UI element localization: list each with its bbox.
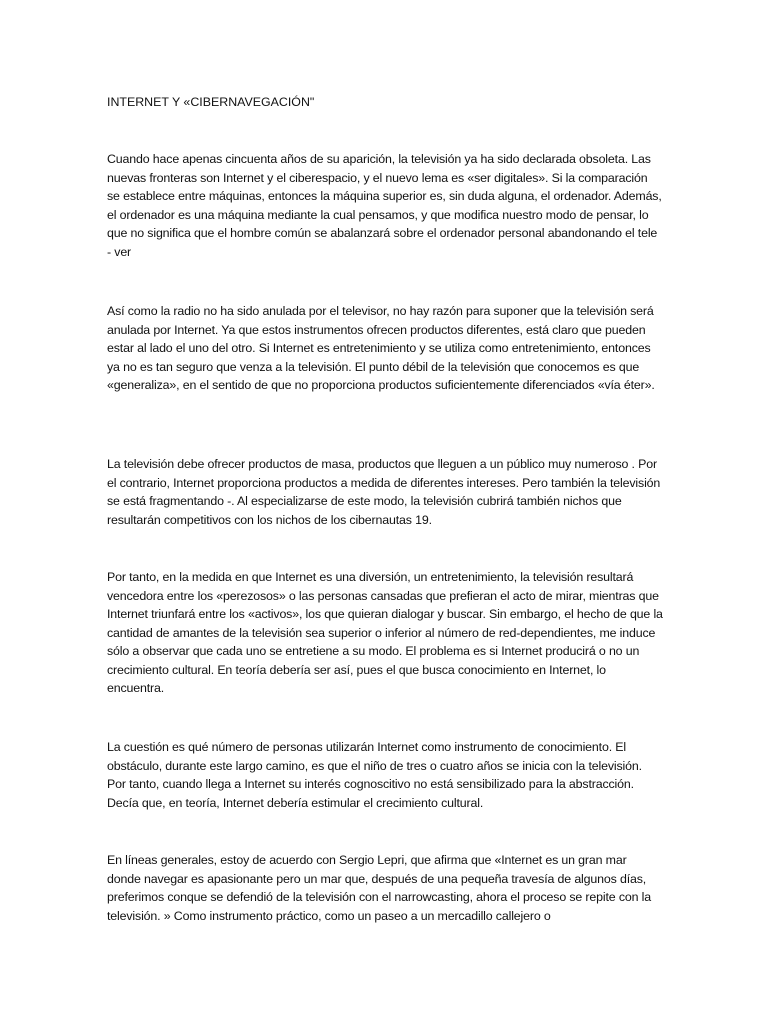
paragraph-4: Por tanto, en la medida en que Internet es una diversión, un entretenimiento, la televisión resultará vencedora entre los «perezosos» o las personas cansadas que prefieran el acto de mirar, mientras que Internet triunfará entre los «activos», los que quieran dialogar y buscar. Sin embargo, el hecho de que la cantidad de amantes de la televisión sea superior o inferior al número de red-dependientes, me induce sólo a observar que cada uno se entretiene a su modo. El problema es si Internet producirá o no un crecimiento cultural. En teoría debería ser así, pues el que busca conocimiento en Internet, lo encuentra. (107, 570, 663, 695)
paragraph-5: La cuestión es qué número de personas utilizarán Internet como instrumento de conocimiento. El obstáculo, durante este largo camino, es que el niño de tres o cuatro años se inicia con la televisión. Por tanto, cuando llega a Internet su interés cognoscitivo no está sensibilizado para la abstracción. Decía que, en teoría, Internet debería estimular el crecimiento cultural. (107, 740, 642, 810)
document-title: INTERNET Y «CIBERNAVEGACIÓN" (107, 95, 315, 109)
paragraph-2: Así como la radio no ha sido anulada por el televisor, no hay razón para suponer que la televisión será anulada por Internet. Ya que estos instrumentos ofrecen productos diferentes, está claro que pueden estar al lado el uno del otro. Si Internet es entretenimiento y se utiliza como entretenimiento, entonces ya no es tan seguro que venza a la televisión. El punto débil de la televisión que conocemos es que «generaliza», en el sentido de que no proporciona productos suficientemente diferenciados «vía éter». (107, 304, 655, 392)
paragraph-3: La televisión debe ofrecer productos de masa, productos que lleguen a un público muy numeroso . Por el contrario, Internet proporciona productos a medida de diferentes intereses. Pero también la televisión se está fragmentando -. Al especializarse de este modo, la televisión cubrirá también nichos que resultarán competitivos con los nichos de los cibernautas 19. (107, 457, 661, 527)
paragraph-6: En líneas generales, estoy de acuerdo con Sergio Lepri, que afirma que «Internet es un gran mar donde navegar es apasionante pero un mar que, después de una pequeña travesía de algunos días, preferimos conque se defendió de la televisión con el narrowcasting, ahora el proceso se repite con la televisión. » Como instrumento práctico, como un paseo a un mercadillo callejero o (107, 853, 651, 923)
paragraph-1: Cuando hace apenas cincuenta años de su aparición, la televisión ya ha sido declarada obsoleta. Las nuevas fronteras son Internet y el ciberespacio, y el nuevo lema es «ser digitales». Si la comparación se establece entre máquinas, entonces la máquina superior es, sin duda alguna, el ordenador. Además, el ordenador es una máquina mediante la cual pensamos, y que modifica nuestro modo de pensar, lo que no significa que el hombre común se abalanzará sobre el ordenador personal abandonando el tele - ver (107, 152, 662, 259)
